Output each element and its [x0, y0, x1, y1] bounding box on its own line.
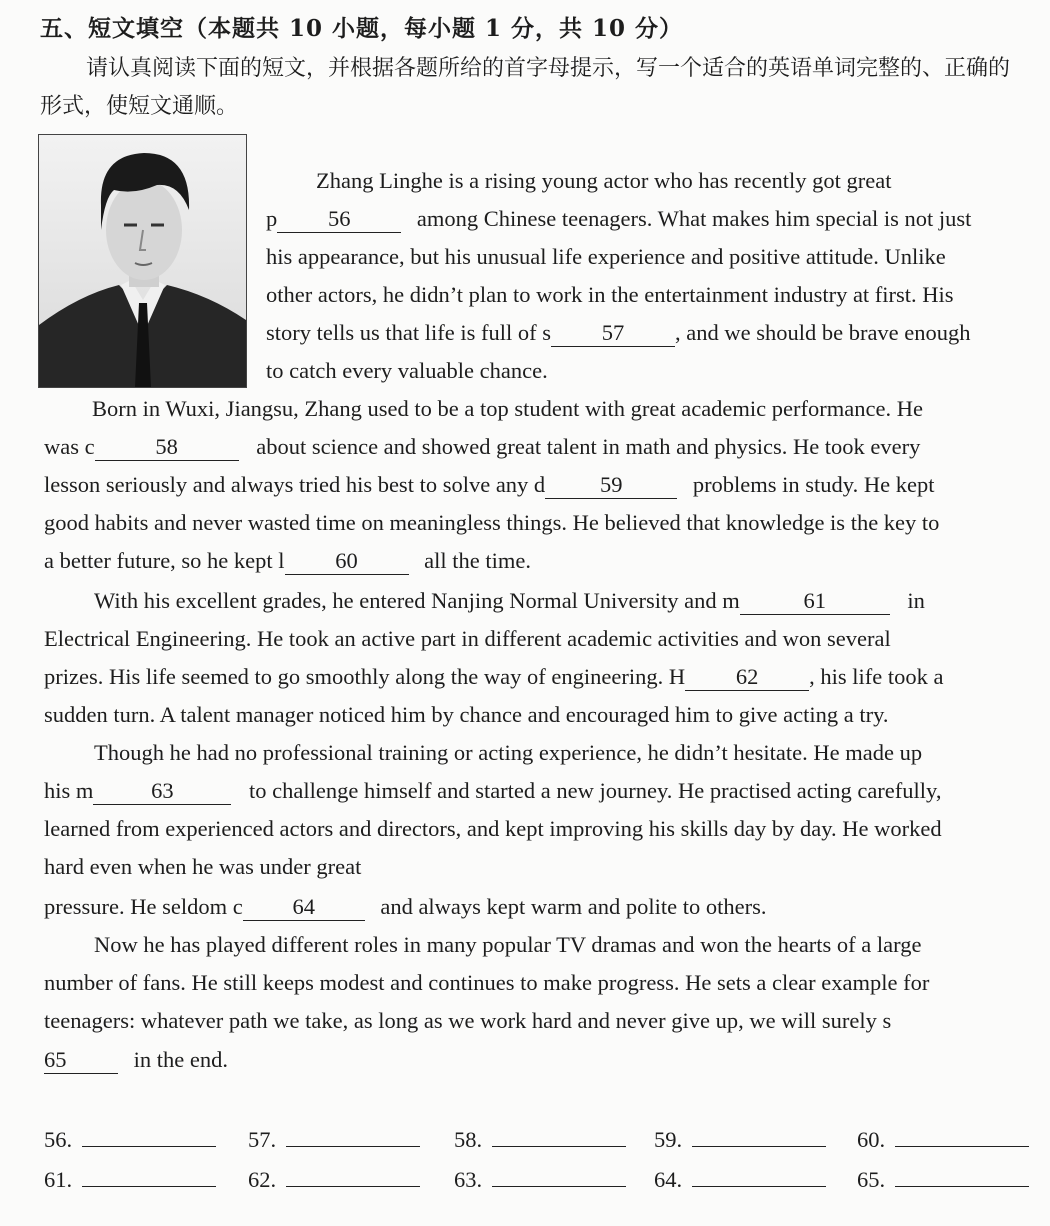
p5-line3: teenagers: whatever path we take, as long as we work hard and never give up, we will surely s [44, 1008, 892, 1033]
p2-line1: Born in Wuxi, Jiangsu, Zhang used to be a top student with great academic performance. He [92, 396, 923, 421]
text: and always kept warm and polite to others. [380, 894, 767, 919]
p5-line4 [44, 1045, 228, 1075]
text: among Chinese teenagers. What makes him special is not just [416, 206, 972, 231]
blank-65[interactable]: 65 [44, 1047, 118, 1074]
text: With his excellent grades, he entered Nanjing Normal University and m [94, 588, 740, 613]
blank-57[interactable]: 57 [551, 320, 675, 347]
section-title: 五、短文填空（本题共 10 小题，每小题 1 分，共 10 分） [40, 15, 684, 42]
text: p [266, 206, 278, 231]
portrait-photo [38, 134, 247, 388]
section-instruction: 请认真阅读下面的短文，并根据各题所给的首字母提示，写一个适合的英语单词完整的、正确的形式，使短文通顺。 [40, 56, 1011, 119]
text: all the time. [424, 548, 532, 573]
blank-64[interactable]: 64 [243, 894, 365, 921]
blank-60[interactable]: 60 [285, 548, 409, 575]
p1-line3: his appearance, but his unusual life experience and positive attitude. Unlike [266, 244, 946, 269]
blank-62[interactable]: 62 [685, 664, 809, 691]
p2-line4: good habits and never wasted time on meaningless things. He believed that knowledge is the key to [44, 510, 940, 535]
p2-line2 [44, 432, 920, 462]
p5-line2: number of fans. He still keeps modest and continues to make progress. He sets a clear example for [44, 970, 930, 995]
blank-63[interactable]: 63 [93, 778, 231, 805]
answer-64[interactable]: 64. [654, 1166, 826, 1193]
p1-line1: Zhang Linghe is a rising young actor who has recently got great [316, 168, 892, 193]
text: was c [44, 434, 95, 459]
answer-56[interactable]: 56. [44, 1126, 216, 1153]
text: to challenge himself and started a new journey. He practised acting carefully, [249, 778, 942, 803]
text: prizes. His life seemed to go smoothly along the way of engineering. H [44, 664, 686, 689]
answer-63[interactable]: 63. [454, 1166, 626, 1193]
p5-line1: Now he has played different roles in many popular TV dramas and won the hearts of a large [94, 932, 922, 957]
answer-62[interactable]: 62. [248, 1166, 420, 1193]
p4-line5 [44, 892, 766, 922]
p4-line2 [44, 776, 941, 806]
answer-60[interactable]: 60. [857, 1126, 1029, 1153]
answer-row-1 [44, 1126, 1029, 1158]
text: pressure. He seldom c [44, 894, 243, 919]
blank-56[interactable]: 56 [277, 206, 401, 233]
portrait-icon [39, 135, 246, 387]
p1-line2 [266, 204, 971, 234]
answer-row-2 [44, 1166, 1029, 1198]
text: lesson seriously and always tried his best to solve any d [44, 472, 546, 497]
answer-61[interactable]: 61. [44, 1166, 216, 1193]
p4-line3: learned from experienced actors and directors, and kept improving his skills day by day. He worked [44, 816, 942, 841]
answer-59[interactable]: 59. [654, 1126, 826, 1153]
text: , and we should be brave enough [674, 320, 971, 345]
p2-line5 [44, 546, 531, 576]
answer-65[interactable]: 65. [857, 1166, 1029, 1193]
text: his m [44, 778, 94, 803]
p4-line4: hard even when he was under great [44, 854, 362, 879]
p1-line5 [266, 318, 971, 348]
text: story tells us that life is full of s [266, 320, 551, 345]
blank-61[interactable]: 61 [740, 588, 890, 615]
p3-line2: Electrical Engineering. He took an active part in different academic activities and won several [44, 626, 891, 651]
p3-line1 [94, 586, 925, 616]
p3-line3 [44, 662, 943, 692]
blank-58[interactable]: 58 [95, 434, 239, 461]
p3-line4: sudden turn. A talent manager noticed him by chance and encouraged him to give acting a try. [44, 702, 889, 727]
p1-line4: other actors, he didn’t plan to work in the entertainment industry at first. His [266, 282, 954, 307]
text: , his life took a [809, 664, 944, 689]
p1-line6: to catch every valuable chance. [266, 358, 548, 383]
text: in [907, 588, 925, 613]
text: in the end. [133, 1047, 228, 1072]
answer-58[interactable]: 58. [454, 1126, 626, 1153]
answer-57[interactable]: 57. [248, 1126, 420, 1153]
text: a better future, so he kept l [44, 548, 285, 573]
p2-line3 [44, 470, 934, 500]
blank-59[interactable]: 59 [545, 472, 677, 499]
text: problems in study. He kept [692, 472, 935, 497]
p4-line1: Though he had no professional training or acting experience, he didn’t hesitate. He made up [94, 740, 923, 765]
text: about science and showed great talent in math and physics. He took every [256, 434, 921, 459]
